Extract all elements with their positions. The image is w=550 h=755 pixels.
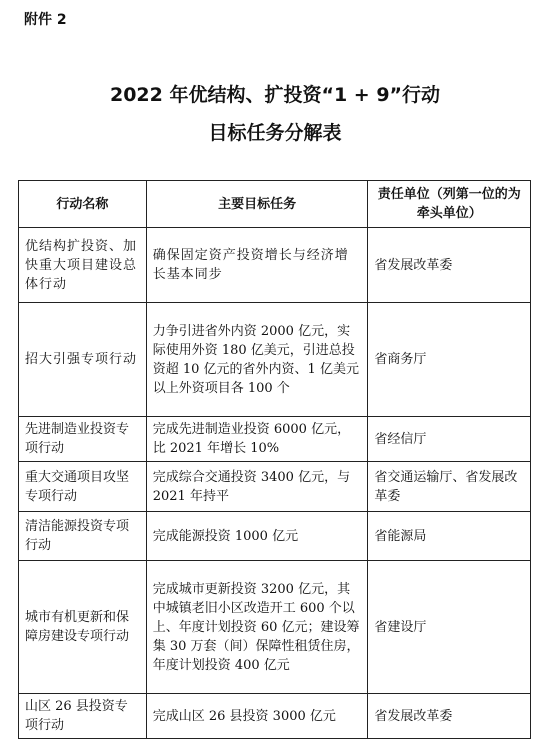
main-task-cell: 完成城市更新投资 3200 亿元，其中城镇老旧小区改造开工 600 个以上、年度计划投资 60 亿元；建设筹集 30 万套（间）保障性租赁住房，年度计划投资 400 亿元: [146, 561, 368, 694]
table-row: [19, 303, 531, 417]
table-row: [19, 417, 531, 462]
attachment-label: 附件 2: [24, 12, 67, 28]
responsible-unit-cell: 省商务厅: [368, 303, 531, 417]
table-row: [19, 694, 531, 739]
table-row: [19, 561, 531, 694]
action-name-cell: 清洁能源投资专项行动: [19, 512, 147, 561]
action-name-cell: 优结构扩投资、加快重大项目建设总体行动: [19, 228, 147, 303]
main-task-cell: 完成综合交通投资 3400 亿元，与 2021 年持平: [146, 462, 368, 512]
task-table: [18, 180, 531, 739]
header-action-name: 行动名称: [19, 181, 147, 228]
responsible-unit-cell: 省发展改革委: [368, 228, 531, 303]
table-row: [19, 512, 531, 561]
responsible-unit-cell: 省能源局: [368, 512, 531, 561]
main-task-cell: 完成能源投资 1000 亿元: [146, 512, 368, 561]
action-name-cell: 先进制造业投资专项行动: [19, 417, 147, 462]
header-responsible-unit: 责任单位（列第一位的为牵头单位）: [368, 181, 531, 228]
responsible-unit-cell: 省交通运输厅、省发展改革委: [368, 462, 531, 512]
responsible-unit-cell: 省经信厅: [368, 417, 531, 462]
action-name-cell: 山区 26 县投资专项行动: [19, 694, 147, 739]
table-row: [19, 228, 531, 303]
table-row: [19, 462, 531, 512]
action-name-cell: 重大交通项目攻坚专项行动: [19, 462, 147, 512]
main-task-cell: 力争引进省外内资 2000 亿元，实际使用外资 180 亿美元，引进总投资超 10 亿元的省外内资、1 亿美元以上外资项目各 100 个: [146, 303, 368, 417]
responsible-unit-cell: 省发展改革委: [368, 694, 531, 739]
action-name-cell: 招大引强专项行动: [19, 303, 147, 417]
document-title: 2022 年优结构、扩投资“1 + 9”行动: [109, 84, 441, 106]
document-subtitle: 目标任务分解表: [208, 122, 342, 144]
header-main-task: 主要目标任务: [146, 181, 368, 228]
responsible-unit-cell: 省建设厅: [368, 561, 531, 694]
main-task-cell: 确保固定资产投资增长与经济增长基本同步: [146, 228, 368, 303]
main-task-cell: 完成山区 26 县投资 3000 亿元: [146, 694, 368, 739]
table-header-row: [19, 181, 531, 228]
main-task-cell: 完成先进制造业投资 6000 亿元，比 2021 年增长 10%: [146, 417, 368, 462]
action-name-cell: 城市有机更新和保障房建设专项行动: [19, 561, 147, 694]
